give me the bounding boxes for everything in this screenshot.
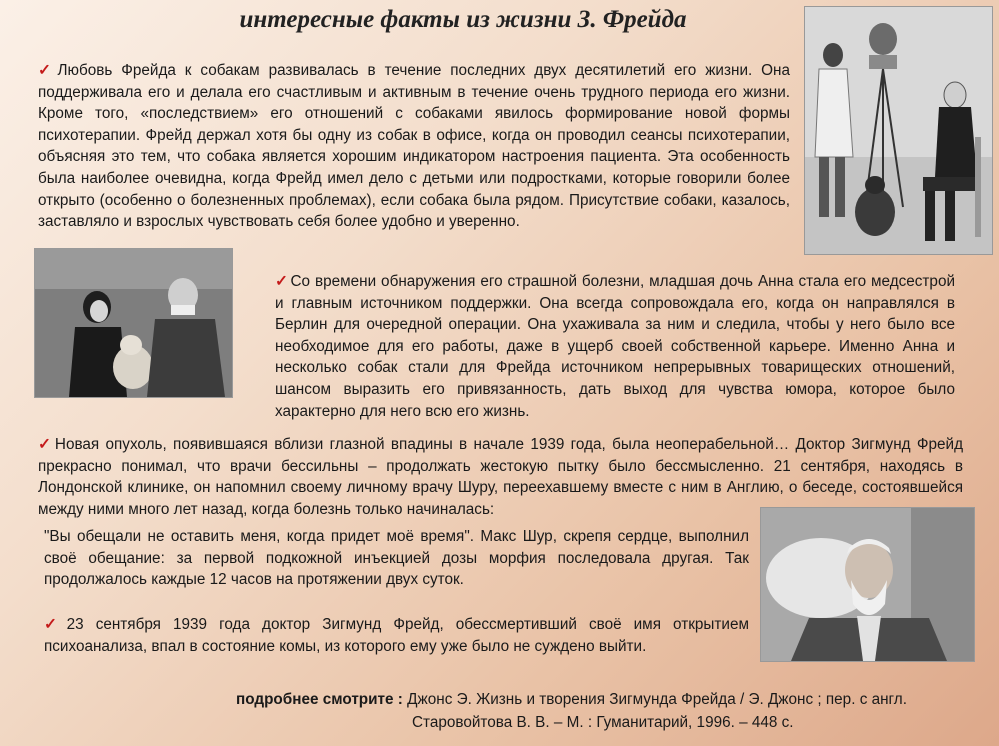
check-icon: ✓: [44, 616, 65, 633]
photo-anna-freud-dog: [34, 248, 233, 398]
reference-line-1: Джонс Э. Жизнь и творения Зигмунда Фрейда / Э. Джонс ; пер. с англ.: [407, 691, 907, 708]
check-icon: ✓: [38, 62, 56, 79]
reference: [236, 688, 976, 734]
check-icon: ✓: [38, 436, 53, 453]
reference-line-2: Старовойтова В. В. – М. : Гуманитарий, 1996. – 448 с.: [412, 714, 794, 731]
paragraph-quote: "Вы обещали не оставить меня, когда придет моё время". Макс Шур, скрепя сердце, выполнил своё обещание: за первой подкожной инъекцией дозы морфия последовала другая. Так продолжалось каждые 12 часов на протяжении двух суток.: [44, 528, 749, 589]
reference-label: подробнее смотрите :: [236, 691, 403, 708]
paragraph-dogs-text: Любовь Фрейда к собакам развивалась в течение последних двух десятилетий его жизни. Она поддерживала его и делала его счастливым и активным в течение очень трудного периода его жизни. Кроме того, «последствием» его отношений с собаками явилось формирование новой формы психотерапии. Фрейд держал хотя бы одну из собак в офисе, когда он проводил сеансы психотерапии, объясняя это тем, что собака является хорошим индикатором настроения пациента. Эта особенность была наиболее очевидна, когда Фрейд имел дело с детьми или подростками, которые говорили более открыто (особенно о болезненных проблемах), если собака была рядом. Присутствие собаки, казалось, заставляло и взрослых чувствовать себя более удобно и уверенно.: [38, 62, 790, 231]
paragraph-tumor-text: Новая опухоль, появившаяся вблизи глазной впадины в начале 1939 года, была неоперабельной… Доктор Зигмунд Фрейд прекрасно понимал, что врачи бессильны – продолжать жестокую пытку было бессмысленно. 21 сентября, находясь в Лондонской клинике, он напомнил своему личному врачу Шуру, переехавшему вместе с ним в Англию, о беседе, состоявшейся между ними много лет назад, когда болезнь только начиналась:: [38, 436, 964, 518]
paragraph-anna-text: Со времени обнаружения его страшной болезни, младшая дочь Анна стала его медсестрой и главным источником поддержки. Она всегда сопровождала его, когда он направлялся в Берлин для очередной операции. Она ухаживала за ним и следила, чтобы у него было все необходимое для его работы, даже в ущерб своей собственной карьере. Именно Анна и несколько собак стали для Фрейда источником непрерывных товарищеских отношений, шансом выразить его привязанность, дать выход для чувства юмора, которое было характерно для него всю его жизнь.: [275, 273, 955, 420]
photo-freud-sculptor-dog: [804, 6, 993, 255]
paragraph-dogs: [38, 60, 790, 233]
page-title: интересные факты из жизни З. Фрейда: [239, 6, 687, 33]
paragraph-death: [44, 614, 749, 657]
paragraph-death-text: 23 сентября 1939 года доктор Зигмунд Фрейд, обессмертивший своё имя открытием психоанализа, впал в состояние комы, из которого ему уже было не суждено выйти.: [44, 616, 749, 655]
photo-anna-freud-dog-image: [35, 249, 232, 397]
check-icon: ✓: [275, 273, 289, 290]
photo-freud-portrait-image: [761, 508, 974, 661]
photo-freud-portrait: [760, 507, 975, 662]
paragraph-anna: [275, 271, 955, 422]
paragraph-tumor: [38, 434, 963, 520]
photo-freud-sculptor-dog-image: [805, 7, 992, 254]
